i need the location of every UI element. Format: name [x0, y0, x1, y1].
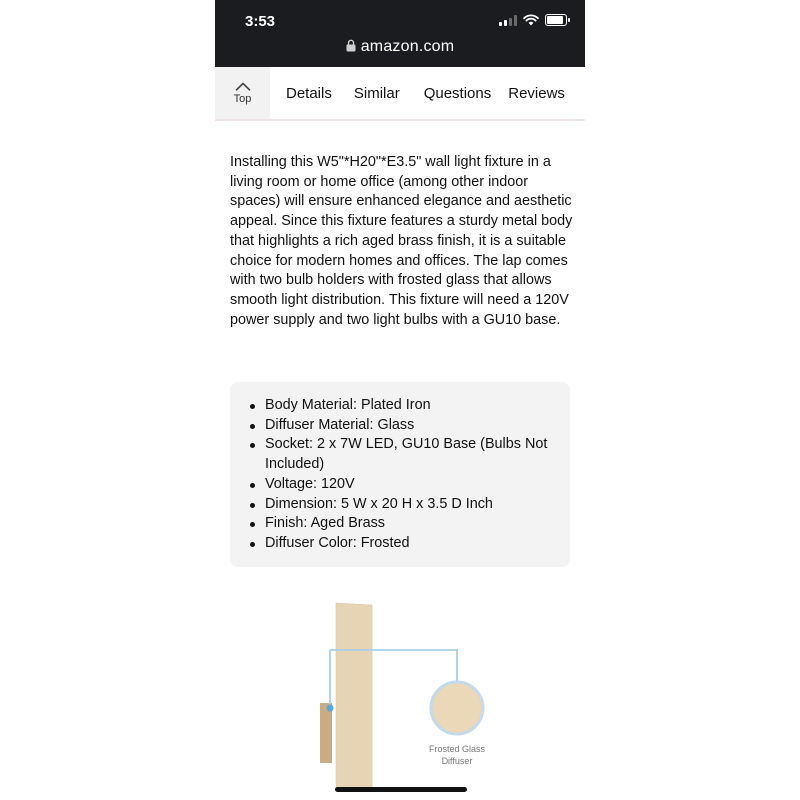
spec-list — [230, 382, 570, 554]
product-diagram-image[interactable] — [315, 598, 495, 798]
spec-item: Voltage: 120V — [265, 475, 555, 495]
frosted-glass-diffuser — [431, 682, 483, 734]
tab-top-label: Top — [233, 92, 252, 105]
spec-item: Socket: 2 x 7W LED, GU10 Base (Bulbs Not Included) — [265, 435, 555, 474]
cellular-signal-icon — [499, 15, 517, 26]
spec-item: Diffuser Material: Glass — [265, 416, 555, 436]
callout-point — [327, 705, 334, 712]
bullet-icon — [250, 522, 255, 527]
bullet-icon — [250, 424, 255, 429]
product-description: Installing this W5"*H20"*E3.5" wall light fixture in a living room or home office (among other indoor spaces) will ensure enhanced elegance and aesthetic appeal. Since this fixture features a sturdy metal body that highlights a rich aged brass finish, it is a suitable choice for modern homes and offices. The lap comes with two bulb holders with frosted glass that allows smooth light distribution. This fixture will need a 120V power supply and two light bulbs with a GU10 base. — [230, 154, 573, 328]
fixture-side-bracket — [320, 703, 332, 763]
callout-label: Diffuser — [441, 756, 473, 766]
home-indicator[interactable] — [335, 787, 467, 792]
lock-icon — [346, 39, 356, 52]
spec-item: Finish: Aged Brass — [265, 514, 555, 534]
spec-list-box — [230, 382, 570, 567]
spec-item: Diffuser Color: Frosted — [265, 534, 555, 554]
product-section-nav — [215, 67, 585, 121]
status-icons — [499, 14, 567, 26]
browser-top-bar — [215, 0, 585, 67]
url-bar[interactable] — [215, 38, 585, 56]
bullet-icon — [250, 503, 255, 508]
tab-similar[interactable]: Similar — [353, 84, 400, 102]
tab-questions[interactable]: Questions — [423, 84, 492, 102]
wifi-icon — [523, 14, 539, 26]
bullet-icon — [250, 483, 255, 488]
tab-details[interactable]: Details — [286, 84, 332, 102]
bullet-icon — [250, 443, 255, 448]
spec-item: Dimension: 5 W x 20 H x 3.5 D Inch — [265, 495, 555, 515]
tab-reviews[interactable]: Reviews — [508, 84, 565, 102]
battery-icon — [545, 14, 567, 26]
tab-top[interactable] — [215, 67, 270, 119]
callout-label: Frosted Glass — [428, 744, 486, 754]
spec-item: Body Material: Plated Iron — [265, 396, 555, 416]
bullet-icon — [250, 542, 255, 547]
status-time: 3:53 — [245, 13, 276, 30]
phone-screen — [215, 0, 585, 800]
url-text: amazon.com — [360, 38, 455, 55]
fixture-body — [336, 603, 372, 790]
chevron-up-icon — [235, 82, 251, 91]
bullet-icon — [250, 404, 255, 409]
